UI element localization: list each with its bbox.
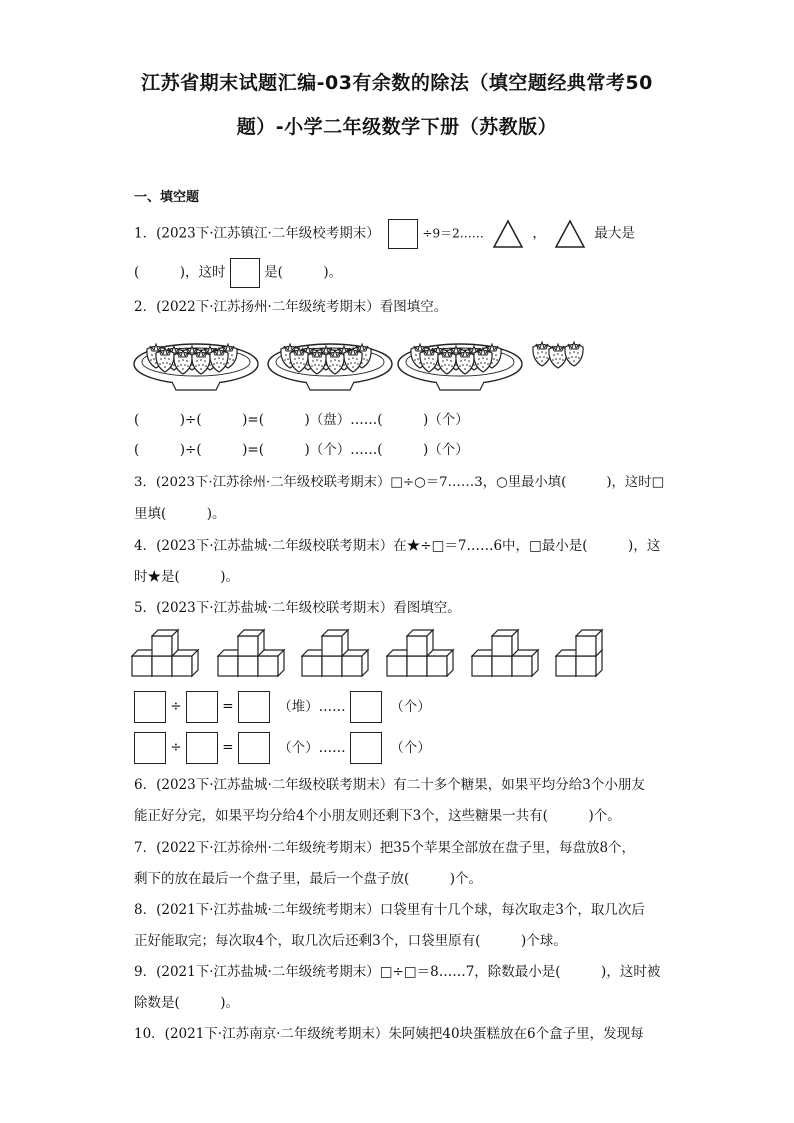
q1-equation: ÷9＝2…… [422,226,484,241]
question-9-line-1: 9．(2021下·江苏盐城·二年级统考期末）□÷□＝8……7，除数最小是( )，这时被 [134,964,661,980]
answer-box [388,219,418,249]
triangle-icon [492,219,524,249]
question-6-line-1: 6．(2023下·江苏盐城·二年级校联考期末）有二十多个糖果，如果平均分给3个小朋友 [134,777,645,793]
answer-box [230,258,260,288]
cube-stack [218,630,284,676]
question-8-line-2: 正好能取完；每次取4个，取几次后还剩3个，口袋里原有( )个球。 [134,933,567,949]
divide-sign: ÷ [170,739,182,756]
cube-stack [132,630,198,676]
section-heading: 一、填空题 [134,190,200,205]
plate-2 [268,344,392,390]
cube-stacks-illustration [132,626,612,680]
loose-strawberry [565,342,583,366]
q5-equation-row-1 [134,691,431,723]
unit-label: （个） [390,698,431,715]
q1-comma: ， [532,225,546,242]
answer-box [350,732,382,764]
title-line-1: 江苏省期末试题汇编-03有余数的除法（填空题经典常考50 [141,72,653,94]
q1-source: 1．(2023下·江苏镇江·二年级校考期末） [134,225,380,242]
plate-3 [398,344,522,390]
equals-sign: = [222,698,234,715]
q2-equation-row-1: ( )÷( )=( )（盘）……( )（个） [134,412,469,428]
q1-max-label: 最大是 [594,225,635,242]
divide-sign: ÷ [170,698,182,715]
answer-box [350,691,382,723]
question-8-line-1: 8．(2021下·江苏盐城·二年级统考期末）口袋里有十几个球，每次取走3个，取几次后 [134,902,645,918]
question-4-line-2: 时★是( )。 [134,569,240,585]
cube-stack [472,630,538,676]
cube-stack [387,630,453,676]
strawberry-plates-illustration [130,328,600,396]
question-10-line-1: 10．(2021下·江苏南京·二年级统考期末）朱阿姨把40块蛋糕放在6个盒子里，发现每 [134,1026,644,1042]
question-3-line-2: 里填( )。 [134,506,226,522]
question-2: 2．(2022下·江苏扬州·二年级统考期末）看图填空。 [134,299,448,315]
question-9-line-2: 除数是( )。 [134,995,240,1011]
answer-box [238,691,270,723]
cube-stack [302,630,368,676]
unit-label: （个）…… [278,739,346,756]
q2-equation-row-2: ( )÷( )=( )（个）……( )（个） [134,442,469,458]
question-7-line-2: 剩下的放在最后一个盘子里，最后一个盘子放( )个。 [134,871,483,887]
q1-result-text: 是( )。 [264,264,343,281]
answer-box [134,732,166,764]
question-5: 5．(2023下·江苏盐城·二年级校联考期末）看图填空。 [134,600,461,616]
q5-equation-row-2 [134,732,431,764]
equals-sign: = [222,739,234,756]
question-6-line-2: 能正好分完，如果平均分给4个小朋友则还剩下3个，这些糖果一共有( )个。 [134,808,621,824]
question-3-line-1: 3．(2023下·江苏徐州·二年级校联考期末）□÷○＝7……3，○里最小填( )，这时□ [134,475,665,490]
q1-blank-text: ( )，这时 [134,264,226,281]
unit-label: （个） [390,739,431,756]
plate-1 [134,344,258,390]
triangle-icon [554,219,586,249]
question-1 [134,219,635,249]
unit-label: （堆）…… [278,698,346,715]
answer-box [186,691,218,723]
partial-cube-stack [556,630,602,676]
answer-box [238,732,270,764]
question-4-line-1: 4．(2023下·江苏盐城·二年级校联考期末）在★÷□＝7……6中，□最小是( )，这 [134,538,661,554]
question-7-line-1: 7．(2022下·江苏徐州·二年级统考期末）把35个苹果全部放在盘子里，每盘放8个， [134,840,636,856]
loose-strawberry [533,342,551,366]
title-line-2: 题）-小学二年级数学下册（苏教版） [236,116,558,138]
answer-box [186,732,218,764]
answer-box [134,691,166,723]
question-1-line-2 [134,258,342,288]
